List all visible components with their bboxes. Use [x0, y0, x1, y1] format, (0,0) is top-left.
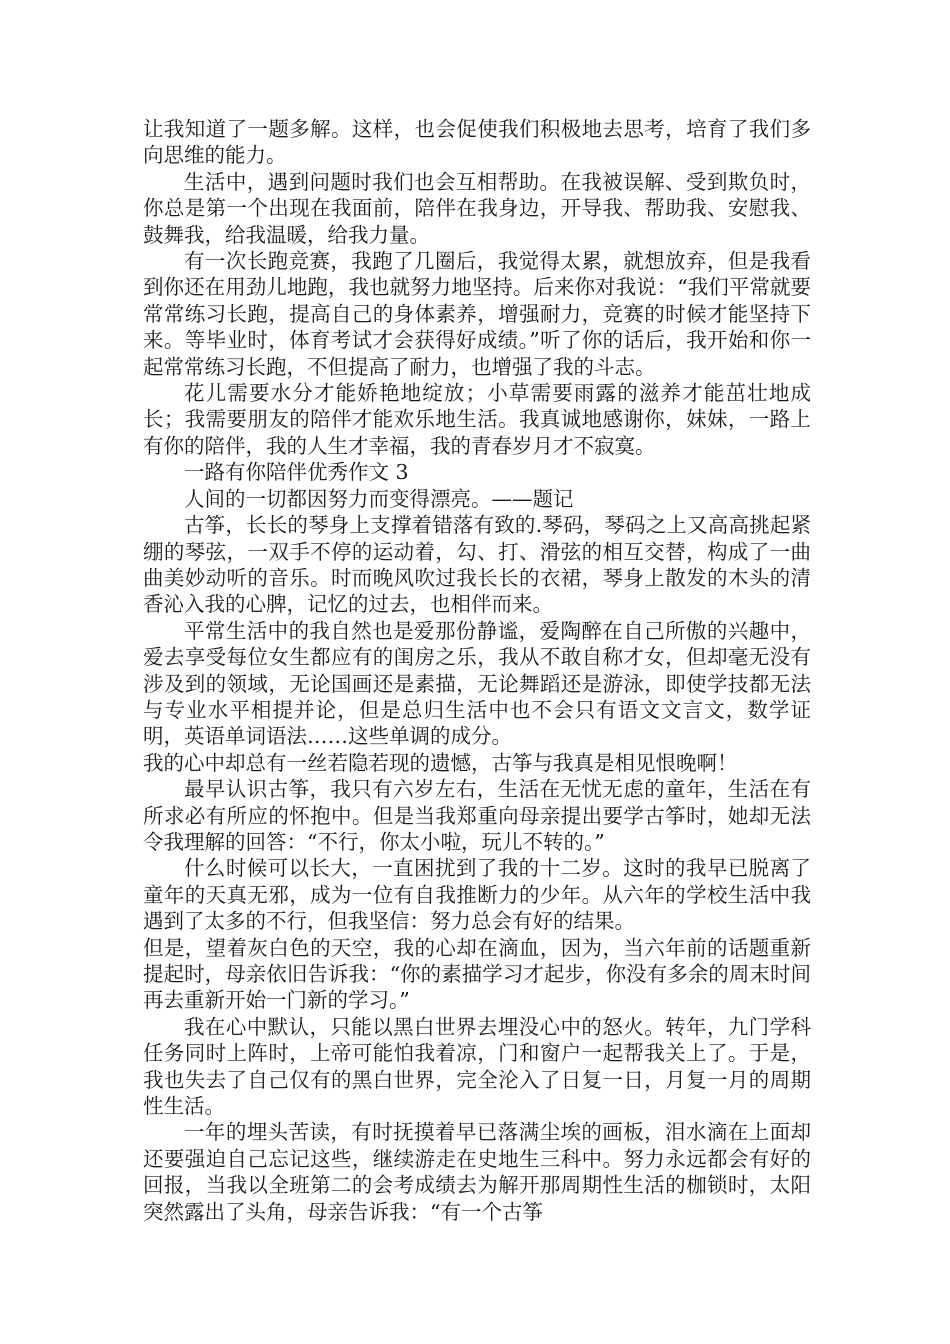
essay-title: 一路有你陪伴优秀作文 3	[184, 460, 409, 485]
paragraph: 最早认识古筝，我只有六岁左右，生活在无忧无虑的童年，生活在有所求必有所应的怀抱中。但是当我郑重向母亲提出要学古筝时，她却无法令我理解的回答：“不行，你太小啦，玩儿不转的。”	[143, 777, 811, 854]
paragraph: 有一次长跑竞赛，我跑了几圈后，我觉得太累，就想放弃，但是我看到你还在用劲儿地跑，我也就努力地坚持。后来你对我说：“我们平常就要常常练习长跑，提高自己的身体素养，增强耐力，竞赛的时候才能坚持下来。等毕业时，体育考试才会获得好成绩。”听了你的话后，我开始和你一起常常练习长跑，不但提高了耐力，也增强了我的斗志。	[143, 249, 811, 379]
paragraph: 但是，望着灰白色的天空，我的心却在滴血，因为，当六年前的话题重新提起时，母亲依旧告诉我：“你的素描学习才起步，你没有多余的周末时间再去重新开始一门新的学习。”	[143, 935, 811, 1013]
paragraph: 古筝，长长的琴身上支撑着错落有致的.琴码，琴码之上又高高挑起紧绷的琴弦，一双手不停的运动着，勾、打、滑弦的相互交替，构成了一曲曲美妙动听的音乐。时而晚风吹过我长长的衣裙，琴身上散发的木头的清香沁入我的心脾，记忆的过去，也相伴而来。	[143, 513, 811, 617]
paragraph: 我的心中却总有一丝若隐若现的遗憾，古筝与我真是相见恨晚啊！	[143, 750, 738, 775]
paragraph: 一年的埋头苦读，有时抚摸着早已落满尘埃的画板，泪水滴在上面却还要强迫自己忘记这些，继续游走在史地生三科中。努力永远都会有好的回报，当我以全班第二的会考成绩去为解开那周期性生活的枷锁时，太阳突然露出了头角，母亲告诉我：“有一个古筝	[143, 1120, 811, 1224]
paragraph: 我在心中默认，只能以黑白世界去埋没心中的怒火。转年，九门学科任务同时上阵时，上帝可能怕我着凉，门和窗户一起帮我关上了。于是，我也失去了自己仅有的黑白世界，完全沦入了日复一日，月复一月的周期性生活。	[143, 1014, 811, 1119]
paragraph: 平常生活中的我自然也是爱那份静谧，爱陶醉在自己所傲的兴趣中，爱去享受每位女生都应有的闺房之乐，我从不敢自称才女，但却毫无没有涉及到的领域，无论国画还是素描，无论舞蹈还是游泳，即使学技都无法与专业水平相提并论，但是总归生活中也不会只有语文文言文，数学证明，英语单词语法……这些单调的成分。	[143, 618, 811, 749]
paragraph: 让我知道了一题多解。这样，也会促使我们积极地去思考，培育了我们多向思维的能力。	[143, 117, 811, 168]
document-page	[143, 116, 811, 1225]
paragraph: 什么时候可以长大，一直困扰到了我的十二岁。这时的我早已脱离了童年的天真无邪，成为一位有自我推断力的少年。从六年的学校生活中我遇到了太多的不行，但我坚信：努力总会有好的结果。	[143, 856, 811, 934]
paragraph: 生活中，遇到问题时我们也会互相帮助。在我被误解、受到欺负时，你总是第一个出现在我面前，陪伴在我身边，开导我、帮助我、安慰我、鼓舞我，给我温暖，给我力量。	[143, 169, 811, 247]
epigraph: 人间的一切都因努力而变得漂亮。——题记	[184, 486, 574, 511]
paragraph: 花儿需要水分才能娇艳地绽放；小草需要雨露的滋养才能茁壮地成长；我需要朋友的陪伴才能欢乐地生活。我真诚地感谢你，妹妹，一路上有你的陪伴，我的人生才幸福，我的青春岁月才不寂寞。	[143, 381, 811, 458]
